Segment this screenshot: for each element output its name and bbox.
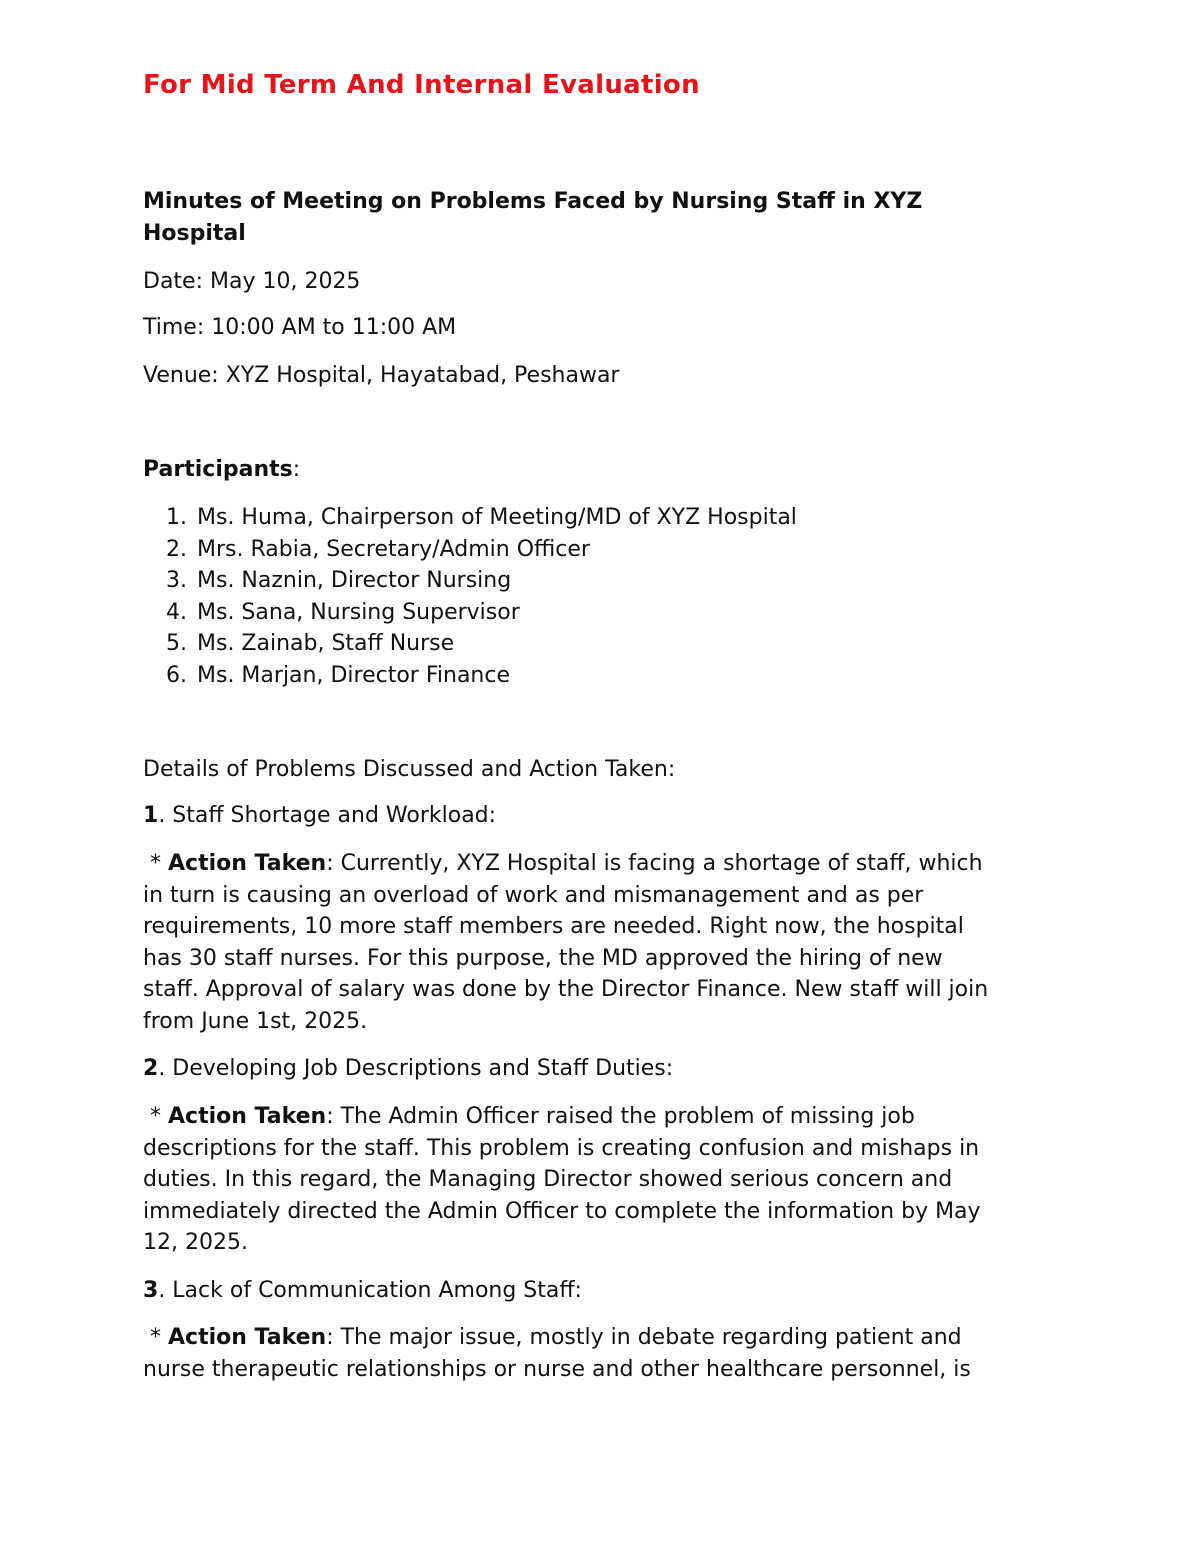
details-heading: Details of Problems Discussed and Action Taken: (143, 757, 676, 782)
participant-number: 1. (166, 505, 187, 530)
participants-heading-label: Participants (143, 457, 293, 482)
participants-list (143, 502, 797, 691)
participant-text: Ms. Naznin, Director Nursing (197, 568, 512, 593)
document-title: Minutes of Meeting on Problems Faced by Nursing Staff in XYZ Hospital (143, 189, 923, 246)
meeting-date: Date: May 10, 2025 (143, 269, 361, 294)
problem-title: . Staff Shortage and Workload: (158, 803, 497, 828)
participants-heading-colon: : (292, 457, 301, 482)
action-line: staff. Approval of salary was done by the Director Finance. New staff will join (143, 977, 989, 1002)
participant-text: Ms. Huma, Chairperson of Meeting/MD of XYZ Hospital (197, 505, 797, 530)
problem-heading (143, 1276, 582, 1306)
participant-text: Mrs. Rabia, Secretary/Admin Officer (197, 536, 590, 562)
action-label: Action Taken (168, 851, 327, 876)
problem-title: . Developing Job Descriptions and Staff Duties: (158, 1056, 674, 1081)
action-bullet: * (143, 1325, 168, 1350)
action-line: in turn is causing an overload of work and mismanagement and as per (143, 882, 924, 908)
participant-number: 6. (166, 662, 187, 688)
problem-heading (143, 1054, 673, 1084)
action-line: immediately directed the Admin Officer to complete the information by May (143, 1198, 981, 1224)
participant-number: 3. (166, 568, 187, 593)
action-taken-paragraph (143, 1322, 1063, 1385)
action-bullet: * (143, 1104, 168, 1129)
participant-item (143, 628, 797, 660)
action-line: requirements, 10 more staff members are needed. Right now, the hospital (143, 914, 964, 939)
action-line (143, 848, 1063, 880)
action-text: : The Admin Officer raised the problem of missing job (326, 1104, 915, 1129)
action-taken-paragraph (143, 848, 1063, 1037)
action-line: descriptions for the staff. This problem is creating confusion and mishaps in (143, 1135, 980, 1161)
action-label: Action Taken (168, 1104, 327, 1129)
action-label: Action Taken (168, 1325, 327, 1350)
participants-heading (143, 455, 300, 485)
problem-number: 3 (143, 1278, 159, 1303)
action-line: 12, 2025. (143, 1230, 248, 1255)
participant-item (143, 660, 797, 692)
problem-number: 2 (143, 1056, 159, 1081)
participant-text: Ms. Marjan, Director Finance (197, 662, 510, 688)
action-text: : The major issue, mostly in debate regarding patient and (326, 1325, 962, 1350)
participant-item (143, 565, 797, 597)
action-taken-paragraph (143, 1101, 1063, 1259)
problem-heading (143, 801, 496, 831)
problem-number: 1 (143, 803, 159, 828)
action-bullet: * (143, 851, 168, 876)
meeting-time: Time: 10:00 AM to 11:00 AM (143, 315, 457, 340)
action-line: duties. In this regard, the Managing Director showed serious concern and (143, 1167, 953, 1192)
participant-number: 2. (166, 536, 187, 562)
participant-text: Ms. Sana, Nursing Supervisor (197, 599, 520, 625)
action-line (143, 1101, 1063, 1133)
action-line: from June 1st, 2025. (143, 1008, 368, 1034)
participant-number: 4. (166, 599, 187, 625)
action-line (143, 1322, 1063, 1354)
action-line: nurse therapeutic relationships or nurse and other healthcare personnel, is (143, 1356, 971, 1382)
action-text: : Currently, XYZ Hospital is facing a shortage of staff, which (326, 851, 983, 876)
meeting-venue: Venue: XYZ Hospital, Hayatabad, Peshawar (143, 363, 620, 388)
evaluation-banner: For Mid Term And Internal Evaluation (143, 70, 700, 100)
problem-title: . Lack of Communication Among Staff: (158, 1278, 582, 1303)
participant-text: Ms. Zainab, Staff Nurse (197, 631, 455, 656)
participant-number: 5. (166, 631, 187, 656)
participant-item (143, 597, 797, 629)
action-line: has 30 staff nurses. For this purpose, the MD approved the hiring of new (143, 945, 943, 971)
participant-item (143, 502, 797, 534)
participant-item (143, 534, 797, 566)
